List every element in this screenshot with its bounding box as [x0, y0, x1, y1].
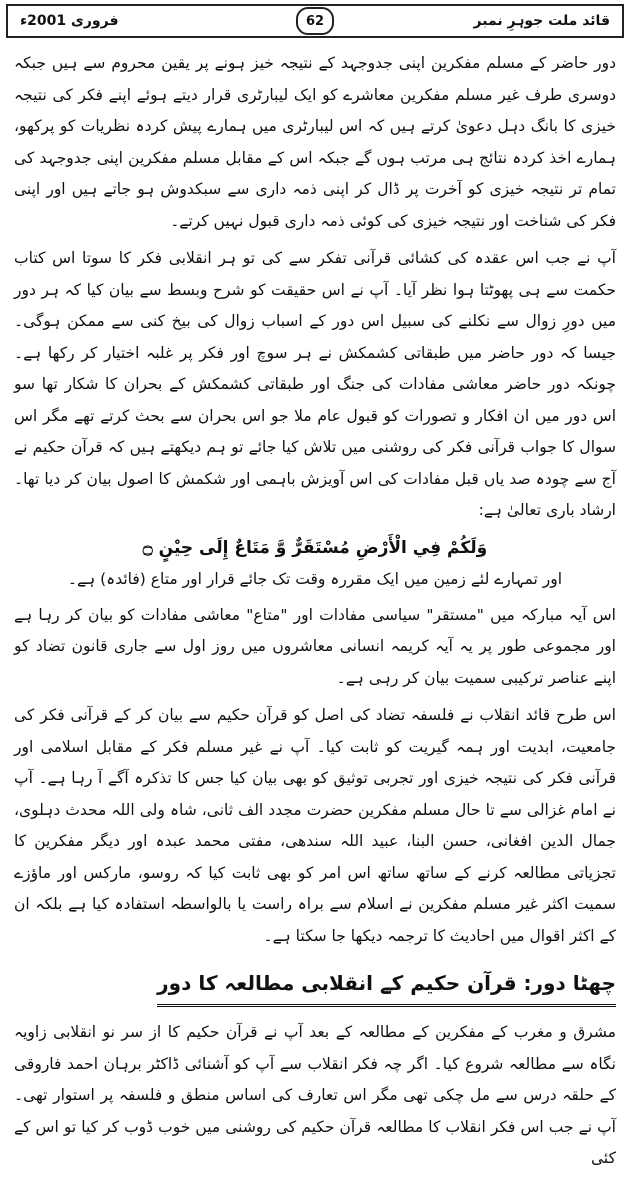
paragraph: مشرق و مغرب کے مفکرین کے مطالعہ کے بعد آپ نے قرآن حکیم کا از سر نو انقلابی زاویہ نگاہ سے مطالعہ شروع کیا۔ اگر چہ فکر انقلاب سے آپ کو آشنائی ڈاکٹر برہان احمد فاروقی کے حلقہ درس سے مل چکی تھی مگر اس تعارف کی اساس منطق و فلسفہ پر استوار تھی۔ آپ نے جب اس فکر انقلاب کا مطالعہ قرآن حکیم کی روشنی میں خوب ڈوب کر کیا تو اس کے کئی [14, 1023, 616, 1167]
paragraph: دور حاضر کے مسلم مفکرین اپنی جدوجہد کے نتیجہ خیز ہونے پر یقین محروم سے ہیں جبکہ دوسری طرف غیر مسلم مفکرین معاشرے کو ایک لیبارٹری قرار دیتے ہوئے اپنے فکر کی نتیجہ خیزی کا بانگ دہل دعویٰ کرتے ہیں کہ اس لیبارٹری میں ہمارے پیش کردہ نظریات کو پرکھو، ہمارے اخذ کردہ نتائج ہی مرتب ہوں گے جبکہ اس کے مقابل مسلم مفکرین اپنی جدوجہد کی تمام تر نتیجہ خیزی کو آخرت پر ڈال کر اپنی ذمہ داری سے سبکدوش ہو جاتے ہیں اور اپنی فکر کی شناخت اور نتیجہ خیزی کی کوئی ذمہ داری قبول نہیں کرتے۔ [14, 54, 616, 230]
paragraph: اس طرح قائد انقلاب نے فلسفہ تضاد کی اصل کو قرآن حکیم سے بیان کر کے قرآنی فکر کی جامعیت، ابدیت اور ہمہ گیریت کو ثابت کیا۔ آپ نے غیر مسلم فکر کے مقابل اسلامی اور قرآنی فکر کی نتیجہ خیزی اور تجربی توثیق کو بھی بیان کیا جس کا تذکرہ آگے آ رہا ہے۔ آپ نے امام غزالی سے تا حال مسلم مفکرین حضرت مجدد الف ثانی، شاہ ولی اللہ محدث دہلوی، جمال الدین افغانی، حسن البنا، عبید اللہ سندھی، مفتی محمد عبدہ اور دیگر مفکرین کا تجزیاتی مطالعہ کرنے کے ساتھ ساتھ اس امر کو بھی ثابت کیا کہ روسو، مارکس اور ماؤزے سمیت اکثر غیر مسلم مفکرین نے اسلام سے براہ راست یا بالواسطہ استفادہ کیا ہے بلکہ ان کے اکثر اقوال میں احادیث کا ترجمہ دیکھا جا سکتا ہے۔ [14, 706, 616, 945]
paragraph: آپ نے جب اس عقدہ کی کشائی قرآنی تفکر سے کی تو ہر انقلابی فکر کا سوتا اس کتاب حکمت سے ہی پھوٹتا ہوا نظر آیا۔ آپ نے اس حقیقت کو شرح وبسط سے بیان کیا کہ ہر دور میں دورِ زوال سے نکلنے کی سبیل اس دور کے اسباب زوال کی بیخ کنی سے ممکن ہوگی۔ جیسا کہ دور حاضر میں طبقاتی کشمکش نے ہر سوچ اور فکر پر غلبہ اختیار کر رکھا ہے۔ چونکہ دور حاضر معاشی مفادات کی جنگ اور طبقاتی کشمکش کے بحران کا شکار تھا سو اس دور میں ان افکار و تصورات کو قبول عام ملا جو اس بحران سے بحث کرتے تھے مگر اس سوال کا جواب قرآنی فکر کی روشنی میں تلاش کیا جائے تو ہم دیکھتے ہیں کہ قرآن حکیم نے آج سے چودہ صد یاں قبل مفادات کی اس آویزش باہمی اور شکمش کا اصول بیان کر دیا تھا۔ ارشاد باری تعالیٰ ہے: [14, 249, 616, 519]
paragraph: اس آیہ مبارکہ میں "مستقر" سیاسی مفادات اور "متاع" معاشی مفادات کو بیان کر رہا ہے اور مجموعی طور پر یہ آیہ کریمہ انسانی معاشروں میں روز اول سے جاری قانون تضاد کو اپنے عناصر ترکیبی سمیت بیان کر رہی ہے۔ [14, 605, 616, 687]
page-number-badge: 62 [296, 7, 334, 35]
section-heading: چھٹا دور: قرآن حکیم کے انقلابی مطالعہ کا دور [157, 966, 616, 1007]
page-header [6, 4, 624, 38]
header-date: فروری 2001ء [16, 13, 122, 29]
verse-translation: اور تمہارے لئے زمین میں ایک مقررہ وقت تک جائے قرار اور متاع (فائدہ) ہے۔ [67, 570, 563, 588]
quran-verse: وَلَكُمْ فِي الْأَرْضِ مُسْتَقَرٌّ وَّ مَتَاعٌ إِلَى حِيْنٍ ۝ [142, 537, 488, 558]
header-publication-title: قائد ملت جوہرِ نمبر [470, 13, 614, 29]
article-body [14, 48, 616, 1181]
section-heading-container [14, 966, 616, 1007]
